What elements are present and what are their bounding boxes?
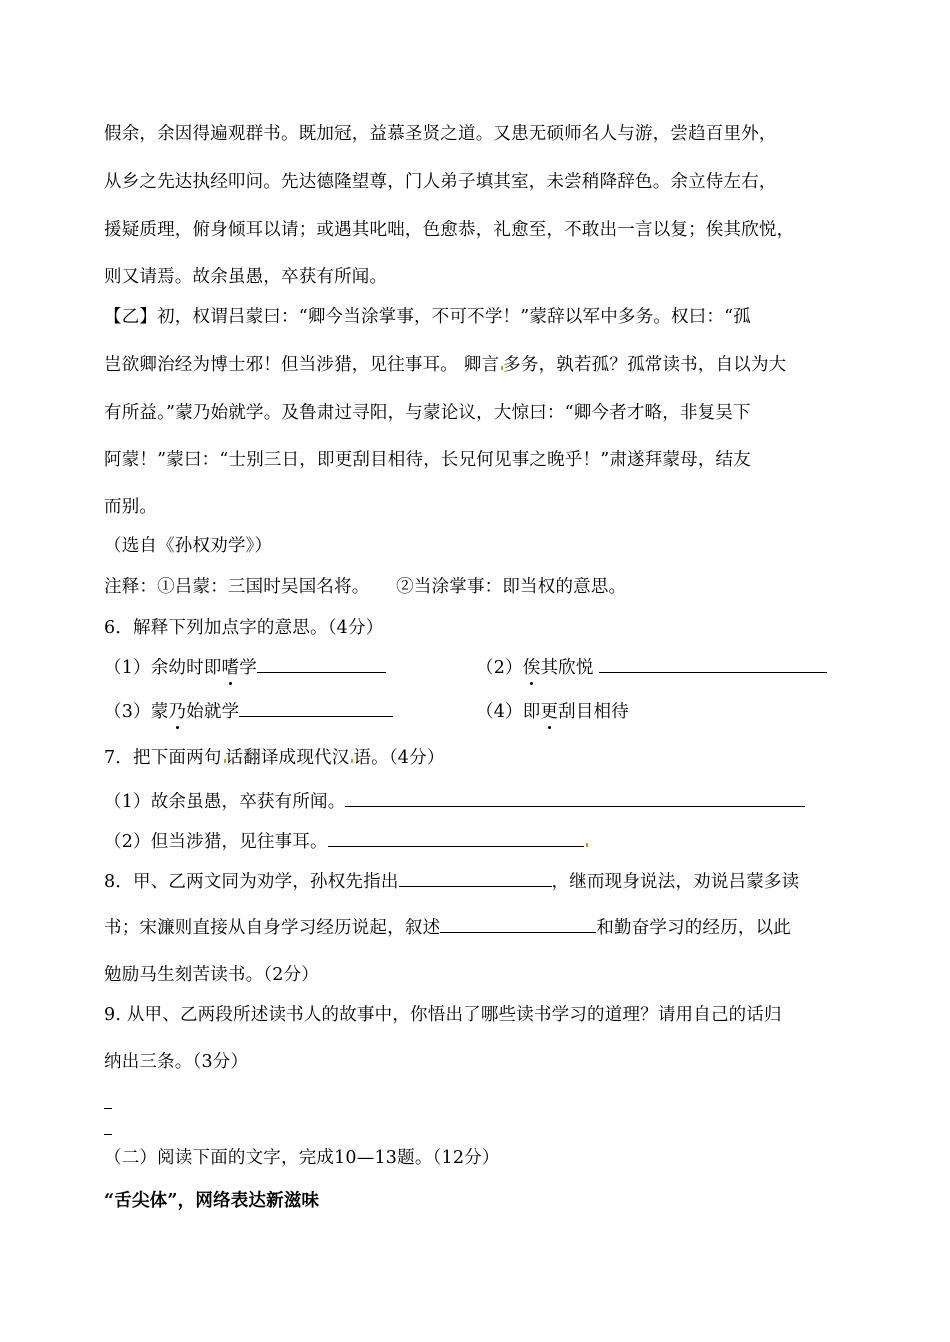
passage-yi-line-3: 有所益。”蒙乃始就学。及鲁肃过寻阳，与蒙论议，大惊曰：“卿今者才略，非复吴下 [104, 403, 751, 423]
q6-item-4-pre: （4）即 [476, 702, 541, 722]
q7-item-2-text: （2）但当涉猎，见往事耳。 [104, 832, 328, 852]
q8-line-1-b: ，继而现身说法，劝说吕蒙多读 [551, 872, 800, 892]
q6-item-3-dotted-char: 乃 [168, 698, 186, 723]
q6-title: 6．解释下列加点字的意思。（4分） [104, 618, 384, 638]
q7-title-a: 7．把下面两句 [104, 748, 222, 768]
passage-yi-line-5: 而别。 [104, 497, 158, 517]
q8-line-2 [104, 914, 791, 939]
passage-yi-line-2-b: 多务，孰若孤？孤常读书，自以为大 [503, 355, 787, 375]
answer-line-mark-2[interactable] [104, 1134, 112, 1135]
q7-title-b: 话翻译成现代汉 [225, 748, 350, 768]
yellow-mark [586, 843, 588, 847]
q8-line-3: 勉励马生刻苦读书。（2分） [104, 965, 319, 985]
passage-jia-line-1: 假余，余因得遍观群书。既加冠，益慕圣贤之道。又患无硕师名人与游，尝趋百里外， [104, 124, 777, 144]
q8-line-1-a: 8．甲、乙两文同为劝学，孙权先指出 [104, 872, 399, 892]
passage-jia-line-3: 援疑质理，俯身倾耳以请；或遇其叱咄，色愈恭，礼愈至，不敢出一言以复；俟其欣悦， [104, 220, 795, 240]
q6-item-3-post: 始就学 [186, 702, 240, 722]
passage-yi-line-1: 【乙】初，权谓吕蒙曰：“卿今当涂掌事，不可不学！”蒙辞以军中多务。权曰：“孤 [104, 307, 751, 327]
q8-line-2-b: 和勤奋学习的经历，以此 [596, 918, 792, 938]
q7-answer-blank-2[interactable] [328, 828, 584, 847]
q6-item-4-dotted-char: 更 [540, 698, 558, 723]
q6-answer-blank-1[interactable] [257, 654, 386, 673]
q9-line-1: 9. 从甲、乙两段所述读书人的故事中，你悟出了哪些读书学习的道理？请用自己的话归 [104, 1005, 782, 1025]
q9-line-2: 纳出三条。（3分） [104, 1052, 249, 1072]
passage-notes: 注释：①吕蒙：三国时吴国名将。 ②当涂掌事：即当权的意思。 [104, 577, 627, 597]
q6-item-1-post: 学 [239, 658, 257, 678]
q8-answer-blank-2[interactable] [440, 914, 596, 933]
q8-line-1 [104, 868, 799, 893]
q6-item-3-pre: （3）蒙 [104, 702, 169, 722]
q6-item-1 [104, 654, 386, 679]
q6-item-1-dotted-char: 嗜 [222, 654, 240, 679]
section-2-heading: （二）阅读下面的文字，完成10—13题。（12分） [104, 1148, 500, 1168]
q6-item-4-post: 刮目相待 [558, 702, 629, 722]
q6-item-2 [476, 654, 827, 679]
q7-title-c: 语。（4分） [353, 748, 445, 768]
q6-item-2-pre: （2） [476, 658, 523, 678]
passage-yi-line-2-a: 岂欲卿治经为博士邪！但当涉猎，见往事耳。 卿言 [104, 355, 500, 375]
answer-line-mark-1[interactable] [104, 1108, 112, 1109]
q7-answer-blank-1[interactable] [345, 788, 805, 807]
passage-jia-line-4: 则又请焉。故余虽愚，卒获有所闻。 [104, 267, 388, 287]
q6-answer-blank-2[interactable] [599, 654, 827, 673]
q6-answer-blank-3[interactable] [239, 698, 393, 717]
q7-title [104, 744, 445, 769]
q8-line-2-a: 书；宋濂则直接从自身学习经历说起，叙述 [104, 918, 441, 938]
q7-item-1 [104, 788, 805, 813]
passage-yi-line-2 [104, 351, 786, 376]
q8-answer-blank-1[interactable] [399, 868, 552, 887]
q6-item-3 [104, 698, 393, 723]
q6-item-1-pre: （1）余幼时即 [104, 658, 222, 678]
article-title: “舌尖体”，网络表达新滋味 [104, 1191, 320, 1211]
passage-source: （选自《孙权劝学》） [104, 536, 273, 556]
q6-item-2-post: 其欣悦 [540, 658, 594, 678]
q7-item-2 [104, 828, 588, 853]
q6-item-2-dotted-char: 俟 [523, 654, 541, 679]
passage-yi-line-4: 阿蒙！”蒙曰：“士别三日，即更刮目相待，长兄何见事之晚乎！”肃遂拜蒙母，结友 [104, 450, 751, 470]
q6-item-4 [476, 698, 629, 723]
passage-jia-line-2: 从乡之先达执经叩问。先达德隆望尊，门人弟子填其室，未尝稍降辞色。余立侍左右， [104, 172, 777, 192]
q7-item-1-text: （1）故余虽愚，卒获有所闻。 [104, 792, 346, 812]
